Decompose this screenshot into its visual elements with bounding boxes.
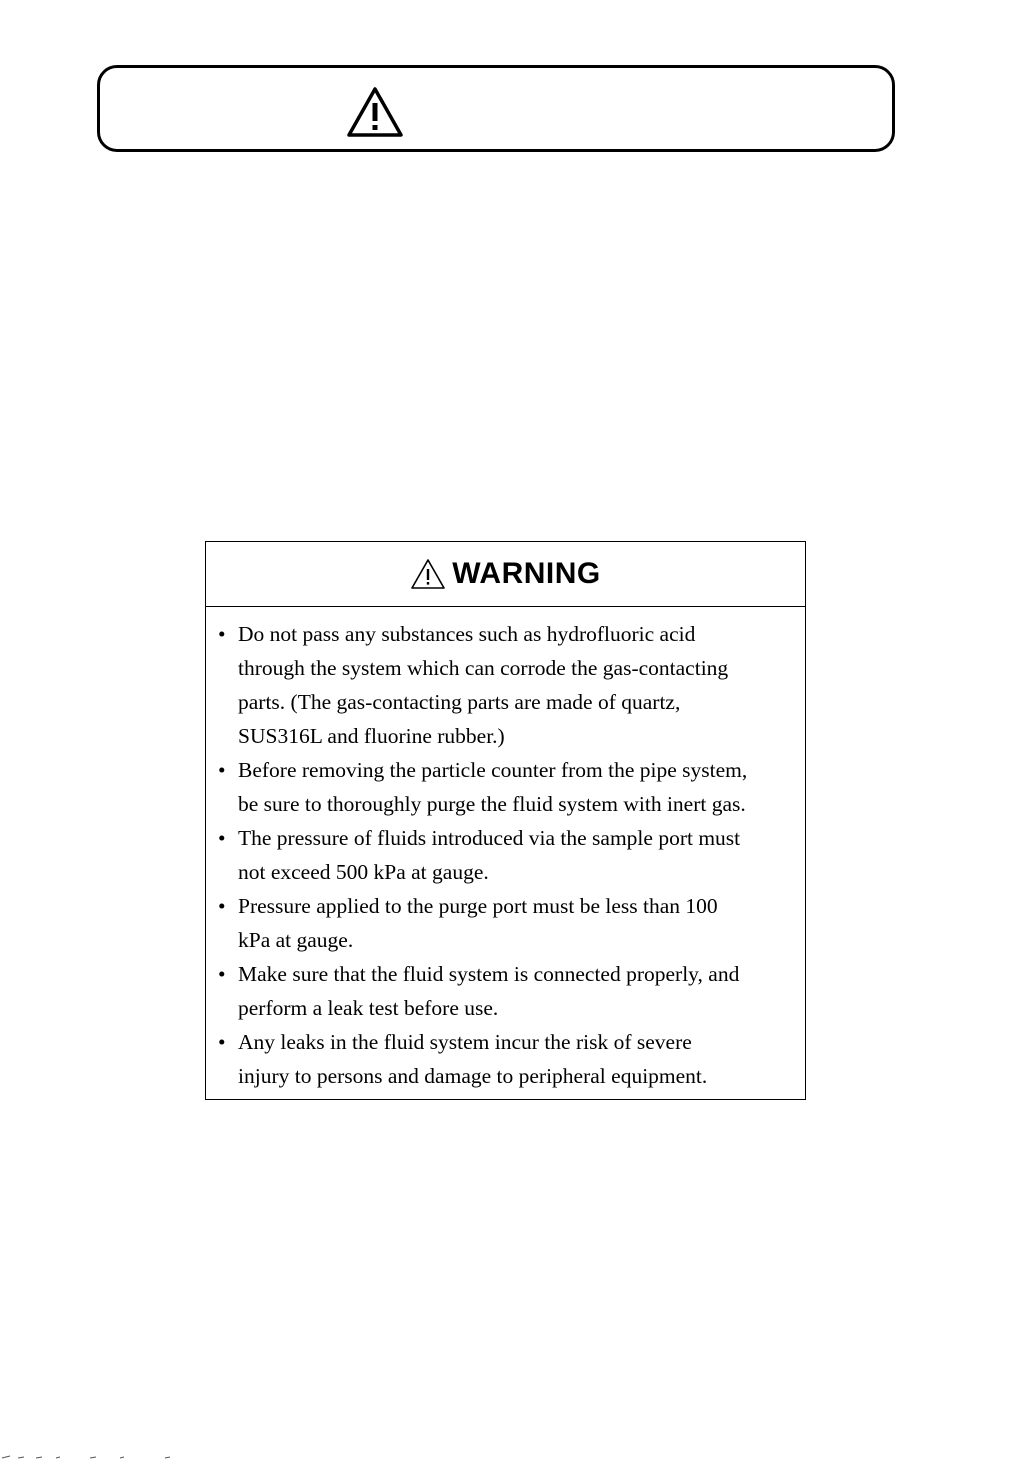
warning-item [218,889,797,957]
warning-item-line: perform a leak test before use. [238,996,499,1020]
bullet-marker: • [218,1030,226,1054]
warning-item-line: Pressure applied to the purge port must be less than 100 [238,894,718,918]
warning-item [218,753,797,821]
bullet-marker: • [218,962,226,986]
page-edge-mark [0,1452,180,1459]
warning-triangle-icon [346,86,404,138]
bullet-marker: • [218,826,226,850]
warning-item-line: kPa at gauge. [238,928,354,952]
warning-item [218,617,797,753]
warning-item-line: through the system which can corrode the gas-contacting [238,656,729,680]
warning-header [206,542,805,607]
warning-item [218,821,797,889]
warning-item-line: Before removing the particle counter from the pipe system, [238,758,748,782]
warning-item [218,1025,797,1093]
warning-item-line: SUS316L and fluorine rubber.) [238,724,505,748]
warning-item-line: not exceed 500 kPa at gauge. [238,860,489,884]
warning-item-line: The pressure of fluids introduced via the sample port must [238,826,741,850]
warning-item-line: Do not pass any substances such as hydrofluoric acid [238,622,696,646]
bullet-marker: • [218,622,226,646]
warning-item [218,957,797,1025]
warning-triangle-icon [410,558,446,590]
warning-box [205,541,806,1100]
warning-list [206,607,805,1093]
warning-item-line: Make sure that the fluid system is connected properly, and [238,962,740,986]
warning-title: WARNING [452,557,601,590]
bullet-marker: • [218,894,226,918]
bullet-marker: • [218,758,226,782]
warning-item-line: injury to persons and damage to peripheral equipment. [238,1064,708,1088]
warning-item-line: Any leaks in the fluid system incur the risk of severe [238,1030,692,1054]
warning-item-line: be sure to thoroughly purge the fluid system with inert gas. [238,792,746,816]
warning-item-line: parts. (The gas-contacting parts are made of quartz, [238,690,681,714]
header-banner [97,65,895,152]
